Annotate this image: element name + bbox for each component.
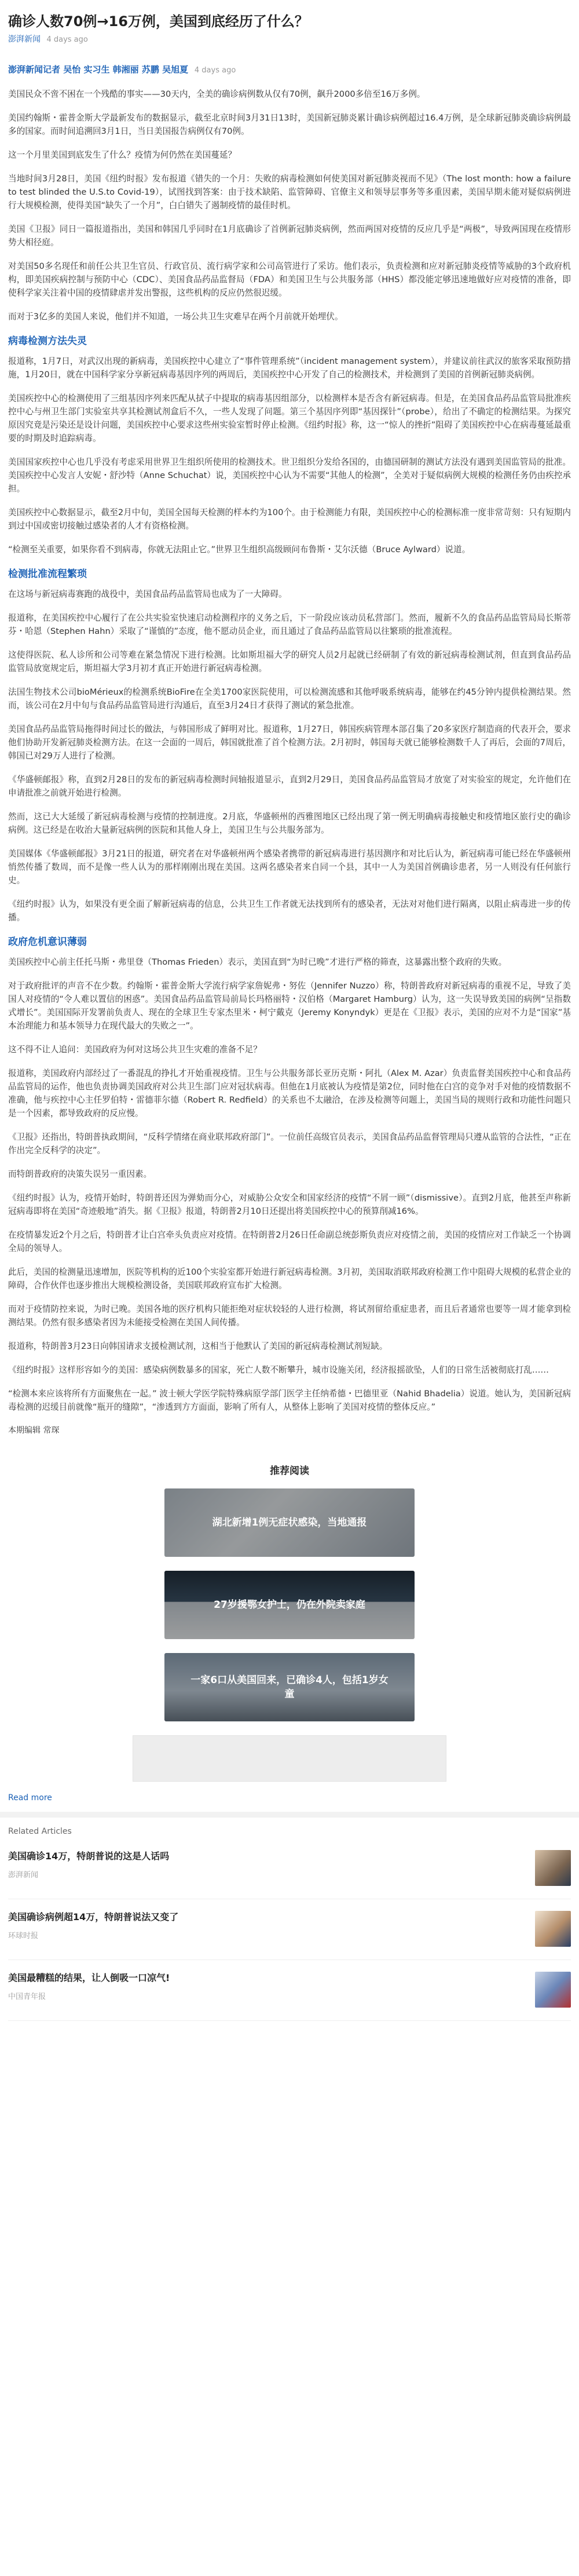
recommend-heading: 推荐阅读 <box>270 1465 309 1477</box>
paragraph: 法国生物技术公司bioMérieux的检测系统BioFire在全美1700家医院使用，可以检测流感和其他呼吸系统病毒，能够在约45分钟内提供检测结果。然而，该公司在2月中旬与食品药品监管局进行沟通后，直至3月24日才获得了测试的紧急批准。 <box>8 687 571 710</box>
paragraph: 对美国50多名现任和前任公共卫生官员、行政官员、流行病学家和公司高管进行了采访。他们表示，负责检测和应对新冠肺炎疫情等威胁的3个政府机构，即美国疾病控制与预防中心（CDC）、美国食品药品监督局（FDA）和美国卫生与公共服务部（HHS）都没能定够迅速地做好应对疫情的准备，即使科学家关注着中国的疫情肆虐并发出警报，这些机构的反应仍然很迟缓。 <box>8 261 571 298</box>
section-heading-approval: 检测批准流程繁琐 <box>8 568 87 580</box>
related-item-source: 中国青年报 <box>8 1993 46 2001</box>
related-item-title: 美国确诊病例超14万，特朗普说法又变了 <box>8 1911 179 1922</box>
read-more-link[interactable]: Read more <box>8 1793 52 1803</box>
paragraph: 美国媒体《华盛顿邮报》3月21日的报道，研究者在对华盛顿州两个感染者携带的新冠病毒进行基因测序和对比后认为，新冠病毒可能已经在华盛顿州悄然传播了数周，而不是像一些人认为的那样刚刚出现在美国。这两名感染者来自同一个县，其中一人为美国首例确诊患者，另一人则没有任何旅行史。 <box>8 849 571 885</box>
paragraph: 美国食品药品监管局拖得时间过长的做法，与韩国形成了鲜明对比。报道称，1月27日，韩国疾病管理本部召集了20多家医疗制造商的代表开会，要求他们协助开发新冠肺炎检测方法。在这一会面的一周后，韩国就批准了首个检测方法。2月初时，韩国每天就已能够检测数千人了再后，会面的7周后，韩国已对29万人进行了检测。 <box>8 724 571 761</box>
paragraph: 报道称，美国政府内部经过了一番混乱的挣扎才开始重视疫情。卫生与公共服务部长亚历克斯・阿扎（Alex M. Azar）负责监督美国疾控中心和食品药品监管局的运作，他也负责协调美国政府对公共卫生部门应对冠状病毒。但他在1月底被认为疫情是第2位，同时他在白宫的竞争对手对他的疫情数据不准确，他与疾控中心主任罗伯特・雷德菲尔德（Robert R. Redfield）的关系也不太融洽，在涉及检测等问题上，美国当局的规则行政和功能性问题只是一个因素，都导致政府的反应慢。 <box>8 1068 571 1118</box>
authors: 澎湃新闻记者 吴怡 实习生 韩湘丽 苏鹏 吴旭夏 <box>8 64 189 75</box>
paragraph: 在疫情暴发近2个月之后，特朗普才让白宫牵头负责应对疫情。在特朗普2月26日任命副总统彭斯负责应对疫情之前，美国的疫情应对工作缺乏一个协调全局的领导人。 <box>8 1230 571 1253</box>
recommend-card-title: 27岁援鄂女护士，仍在外院卖家庭 <box>214 1599 365 1611</box>
related-item-text <box>8 1911 535 1940</box>
paragraph: “检测至关重要，如果你看不到病毒，你就无法阻止它。”世界卫生组织高级顾问布鲁斯・艾尔沃德（Bruce Aylward）说道。 <box>8 545 471 554</box>
paragraph: 报道称，1月7日，对武汉出现的新病毒，美国疾控中心建立了“事件管理系统”（incident management system），并建议前往武汉的旅客采取预防措施，1月20日，就在中国科学家分享新冠病毒基因序列的两周后，美国疾控中心开发了自己的检测技术，并检测到了美国的首例新冠肺炎病例。 <box>8 356 571 380</box>
article-source[interactable]: 澎湃新闻 <box>8 35 41 44</box>
paragraph: 《纽约时报》认为，疫情开始时，特朗普还因为弹劾而分心，对威胁公众安全和国家经济的疫情“不屑一顾”（dismissive）。直到2月底，他甚至声称新冠病毒即将在美国“奇迹般地”消失。据《卫报》报道，特朗普2月10日还提出将美国疾控中心的预算削减16%。 <box>8 1193 571 1216</box>
editor-tag: 本期编辑 常琛 <box>8 1426 60 1435</box>
related-articles <box>0 1818 579 2021</box>
recommend-card[interactable] <box>164 1571 415 1639</box>
paragraph: 美国疾控中心前主任托马斯・弗里登（Thomas Frieden）表示，美国直到“为时已晚”才进行严格的筛查，这暴露出整个政府的失败。 <box>8 957 507 967</box>
paragraph: 报道称，在美国疾控中心履行了在公共实验室快速启动检测程序的义务之后，下一阶段应该动员私营部门。然而，履新不久的食品药品监管局局长斯蒂芬・哈恩（Stephen Hahn）采取了“谨慎的”态度，他不愿动员企业，而且通过了食品药品监管局以往繁琐的批准流程。 <box>8 613 571 636</box>
paragraph: 报道称，特朗普3月23日向韩国请求支援检测试剂，这相当于他默认了美国的新冠病毒检测试剂短缺。 <box>8 1341 388 1351</box>
paragraph: 而特朗普政府的决策失误另一重因素。 <box>8 1169 152 1179</box>
article-meta <box>8 34 571 46</box>
paragraph: 《纽约时报》认为，如果没有更全面了解新冠病毒的信息，公共卫生工作者就无法找到所有的感染者，无法对对他们进行隔离，以阻止病毒进一步的传播。 <box>8 899 571 922</box>
related-thumbnail <box>535 1972 571 2008</box>
paragraph: 《纽约时报》这样形容如今的美国：感染病例数暴多的国家，死亡人数不断攀升，城市设施关闭，经济报摇欲坠，人们的日常生活被彻底打乱…… <box>8 1365 549 1375</box>
paragraph: 美国国家疾控中心也几乎没有考虑采用世界卫生组织所使用的检测技术。世卫组织分发给各国的，由德国研制的测试方法没有遇到美国监管局的批准。美国疾控中心发言人安妮・舒沙特（Anne Schuchat）说，美国疾控中心认为不需要“其他人的检测”，全美对于疑似病例大规模的检测任务仍由疾控承担。 <box>8 457 571 494</box>
related-thumbnail <box>535 1911 571 1947</box>
paragraph: 当地时间3月28日，美国《纽约时报》发布报道《错失的一个月：失败的病毒检测如何使美国对新冠肺炎视而不见》（The lost month: how a failure to test blinded the U.S.to Covid-19），试图找到答案：由于技术缺陷、监管障碍、官僚主义和领导层事务等多重因素，美国早期未能对疑似病例进行大规模检测，使得美国“缺失了一个月”，白白错失了遏制疫情的最佳时机。 <box>8 174 571 210</box>
authors-line <box>8 63 571 77</box>
paragraph: 《卫报》还指出，特朗普执政期间，“反科学情绪在商业联邦政府部门”。一位前任高级官员表示，美国食品药品监督管理局只遵从监管的合法性，“正在作出完全反科学的决定”。 <box>8 1132 571 1155</box>
paragraph: 美国民众不啻不困在一个残酷的事实——30天内，全美的确诊病例数从仅有70例，飙升2000多倍至16万多例。 <box>8 89 426 99</box>
paragraph: 然而，这已大大延缓了新冠病毒检测与疫情的控制进度。2月底，华盛顿州的西雅图地区已经出现了第一例无明确病毒接触史和疫情地区旅行史的确诊病例。这已经是在收治大量新冠病例的医院和其他人身上，美国卫生与公共服务部为。 <box>8 812 571 835</box>
divider <box>0 1812 579 1818</box>
paragraph: 在这场与新冠病毒赛跑的战役中，美国食品药品监管局也成为了一大障碍。 <box>8 589 287 599</box>
recommend-card-title: 湖北新增1例无症状感染，当地通报 <box>212 1517 367 1528</box>
ad-banner[interactable] <box>133 1735 446 1782</box>
paragraph: 美国疾控中心的检测使用了三组基因序列来匹配从拭子中提取的病毒基因组部分，以检测样本是否含有新冠病毒。但是，在美国食品药品监管局批准疾控中心与州卫生部门实验室共享其检测试剂盒后不久，一些人发现了问题。第三个基因序列即“基因探针”（probe），给出了不确定的检测结果。为探究原因究竟是污染还是设计问题，美国疾控中心要求这些州实验室暂时停止检测。《纽约时报》称，这一“惊人的挫折”阻碍了美国疾控中心在病毒蔓延最重要的时期及时追踪病毒。 <box>8 393 571 443</box>
paragraph: 这使得医院、私人诊所和公司等难在紧急情况下进行检测。比如斯坦福大学的研究人员2月起就已经研制了有效的新冠病毒检测试剂，但直到食品药品监管局放宽规定后，斯坦福大学3月初才真正开始进行新冠病毒检测。 <box>8 650 571 673</box>
section-heading-testing: 病毒检测方法失灵 <box>8 335 87 347</box>
related-item-text <box>8 1972 535 2001</box>
related-item[interactable] <box>8 1850 571 1899</box>
paragraph: 对于政府批评的声音不在少数。约翰斯・霍普金斯大学流行病学家詹妮弗・努佐（Jennifer Nuzzo）称，特朗普政府对新冠病毒的重视不足，导致了美国人对疫情的“令人难以置信的困惑”。美国食品药品监管局前局长玛格丽特・汉伯格（Margaret Hamburg）认为，这一失误导致美国的病例“呈指数式增长”。美国国际开发署前负责人、现在的全球卫生专家杰里米・柯宁戴克（Jeremy Konyndyk）更是在《卫报》表示，美国的应对不力是“国家”基本治理能力和基本领导力在现代最大的失败之一”。 <box>8 981 571 1031</box>
related-item-title: 美国确诊14万，特朗普说的这是人话吗 <box>8 1851 170 1862</box>
related-heading: Related Articles <box>8 1827 72 1836</box>
related-item-source: 澎湃新闻 <box>8 1871 39 1880</box>
paragraph: 而对于3亿多的美国人来说，他们并不知道，一场公共卫生灾难早在两个月前就开始埋伏。 <box>8 312 343 322</box>
related-thumbnail <box>535 1850 571 1886</box>
paragraph: “检测本来应该将所有方面聚焦在一起。” 波士顿大学医学院特殊病原学部门医学主任纳希德・巴德里亚（Nahid Bhadelia）说道。她认为，美国新冠病毒检测的迟缓目前就像“瓶开的缝隙”，“渗透到方方面面，影响了所有人，从整体上影响了美国对疫情的整体反应。” <box>8 1389 571 1412</box>
article-title: 确诊人数70例→16万例，美国到底经历了什么？ <box>8 13 309 30</box>
related-item-source: 环球时报 <box>8 1932 39 1940</box>
paragraph: 美国疾控中心数据显示，截至2月中旬，美国全国每天检测的样本约为100个。由于检测能力有限，美国疾控中心的检测标准一度非常苛刻：只有短期内到过中国或密切接触过感染者的人才有资格检测。 <box>8 508 571 531</box>
paragraph: 这一个月里美国到底发生了什么？疫情为何仍然在美国蔓延？ <box>8 150 237 160</box>
paragraph: 而对于疫情防控来说，为时已晚。美国各地的医疗机构只能拒绝对症状较轻的人进行检测，将试剂留给重症患者，而且后者通常也要等一周才能拿到检测结果。仍然有很多感染者因为未能接受检测在美国人间传播。 <box>8 1304 571 1327</box>
article-time: 4 days ago <box>46 35 88 44</box>
paragraph: 美国《卫报》同日一篇报道指出，美国和韩国几乎同时在1月底确诊了首例新冠肺炎病例，然而两国对疫情的反应几乎是“两极”，导致两国现在疫情形势大相径庭。 <box>8 224 571 247</box>
paragraph: 美国约翰斯・霍普金斯大学最新发布的数据显示，截至北京时间3月31日13时，美国新冠肺炎累计确诊病例超过16.4万例，是全球新冠肺炎确诊病例最多的国家。而时间追溯回3月1日，当日美国报告病例仅有70例。 <box>8 113 571 136</box>
recommend-card[interactable] <box>164 1653 415 1721</box>
recommend-card[interactable] <box>164 1488 415 1557</box>
section-heading-crisis: 政府危机意识薄弱 <box>8 936 87 948</box>
paragraph: 这不得不让人追问：美国政府为何对这场公共卫生灾难的准备不足？ <box>8 1045 262 1055</box>
related-item[interactable] <box>8 1972 571 2021</box>
authors-time: 4 days ago <box>194 66 236 75</box>
related-item-title: 美国最糟糕的结果，让人倒吸一口凉气! <box>8 1972 170 1983</box>
paragraph: 《华盛顿邮报》称，直到2月28日的发布的新冠病毒检测时间轴报道显示，直到2月29日，美国食品药品监管局才放宽了对实验室的规定，允许他们在申请批准之前就开始进行检测。 <box>8 775 571 798</box>
recommend-card-title: 一家6口从美国回来，已确诊4人，包括1岁女童 <box>190 1674 389 1700</box>
paragraph: 此后，美国的检测量迅速增加，医院等机构的近100个实验室都开始进行新冠病毒检测。3月初，美国取消联邦政府检测工作中阻碍大规模的私营企业的障碍，合作伙伴也逐步推出大规模检测设备，美国联邦政府宣布扩大检测。 <box>8 1267 571 1290</box>
related-item[interactable] <box>8 1911 571 1960</box>
related-item-text <box>8 1850 535 1880</box>
